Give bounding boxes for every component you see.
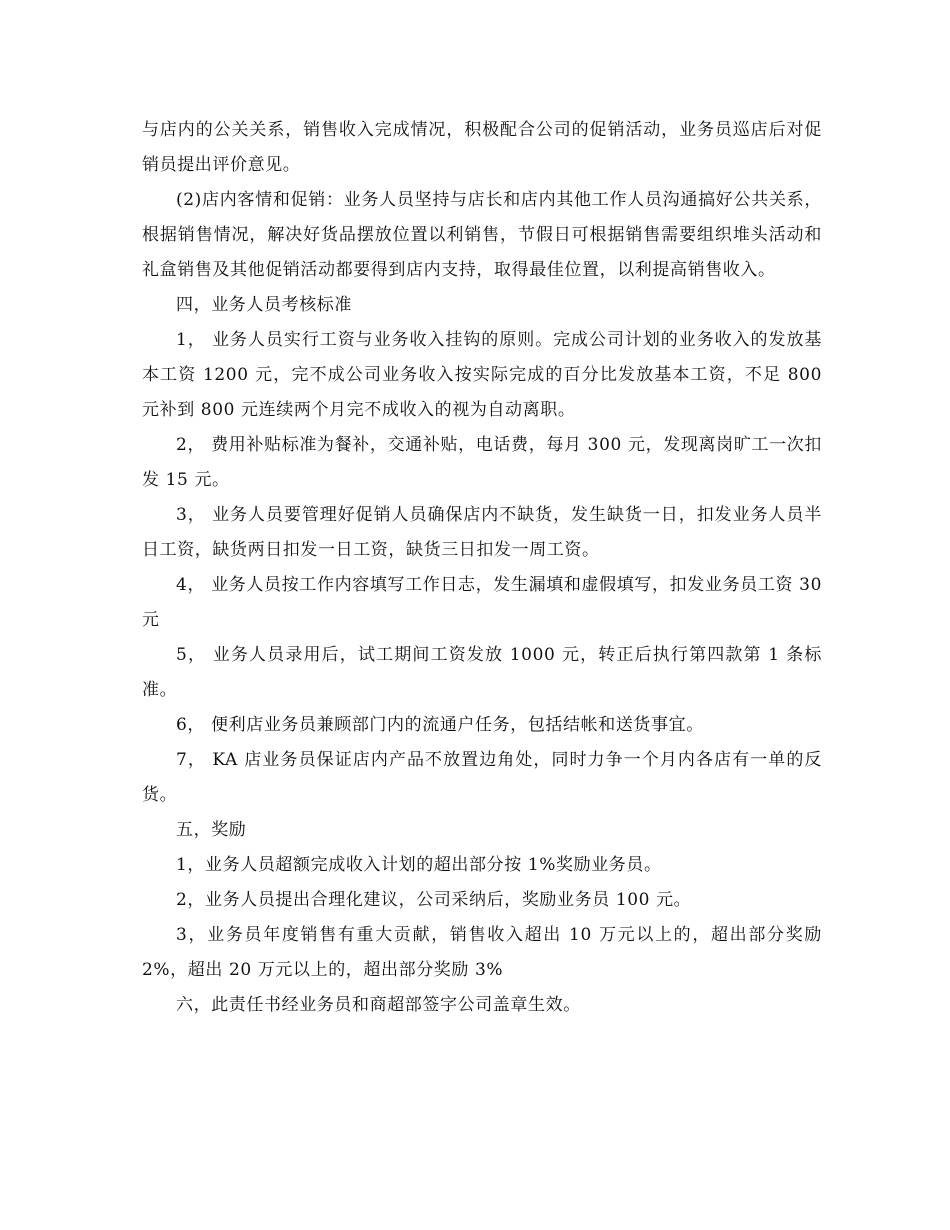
reward-item-1: 1，业务人员超额完成收入计划的超出部分按 1%奖励业务员。 [176, 855, 662, 875]
assessment-item-5: 5， 业务人员录用后，试工期间工资发放 1000 元，转正后执行第四款第 1 条标准。 [142, 645, 822, 700]
reward-item-2: 2，业务人员提出合理化建议，公司采纳后，奖励业务员 100 元。 [176, 890, 692, 910]
reward-item-3: 3，业务员年度销售有重大贡献，销售收入超出 10 万元以上的，超出部分奖励 2%，超出 20 万元以上的，超出部分奖励 3% [142, 925, 822, 980]
assessment-item-1: 1， 业务人员实行工资与业务收入挂钩的原则。完成公司计划的业务收入的发放基本工资 1200 元，完不成公司业务收入按实际完成的百分比发放基本工资，不足 800 元补到 800 元连续两个月完不成收入的视为自动离职。 [142, 330, 822, 420]
assessment-item-7: 7， KA 店业务员保证店内产品不放置边角处，同时力争一个月内各店有一单的反货。 [142, 750, 822, 805]
assessment-item-6: 6， 便利店业务员兼顾部门内的流通户任务，包括结帐和送货事宜。 [176, 715, 704, 735]
section-effective-clause: 六，此责任书经业务员和商超部签字公司盖章生效。 [176, 995, 581, 1015]
document-page [142, 113, 822, 1023]
assessment-item-3: 3， 业务人员要管理好促销人员确保店内不缺货，发生缺货一日，扣发业务人员半日工资，缺货两日扣发一日工资，缺货三日扣发一周工资。 [142, 505, 822, 560]
section-heading-assessment: 四，业务人员考核标准 [176, 295, 352, 315]
paragraph-in-store-promotion: (2)店内客情和促销：业务人员坚持与店长和店内其他工作人员沟通搞好公共关系，根据销售情况，解决好货品摆放位置以利销售，节假日可根据销售需要组织堆头活动和礼盒销售及其他促销活动都要得到店内支持，取得最佳位置，以利提高销售收入。 [142, 190, 822, 280]
assessment-item-2: 2， 费用补贴标准为餐补，交通补贴，电话费，每月 300 元，发现离岗旷工一次扣发 15 元。 [142, 435, 822, 490]
section-heading-rewards: 五，奖励 [176, 820, 247, 840]
assessment-item-4: 4， 业务人员按工作内容填写工作日志，发生漏填和虚假填写，扣发业务员工资 30 元 [142, 575, 822, 630]
paragraph-public-relations-continued: 与店内的公关关系，销售收入完成情况，积极配合公司的促销活动，业务员巡店后对促销员提出评价意见。 [142, 120, 822, 175]
